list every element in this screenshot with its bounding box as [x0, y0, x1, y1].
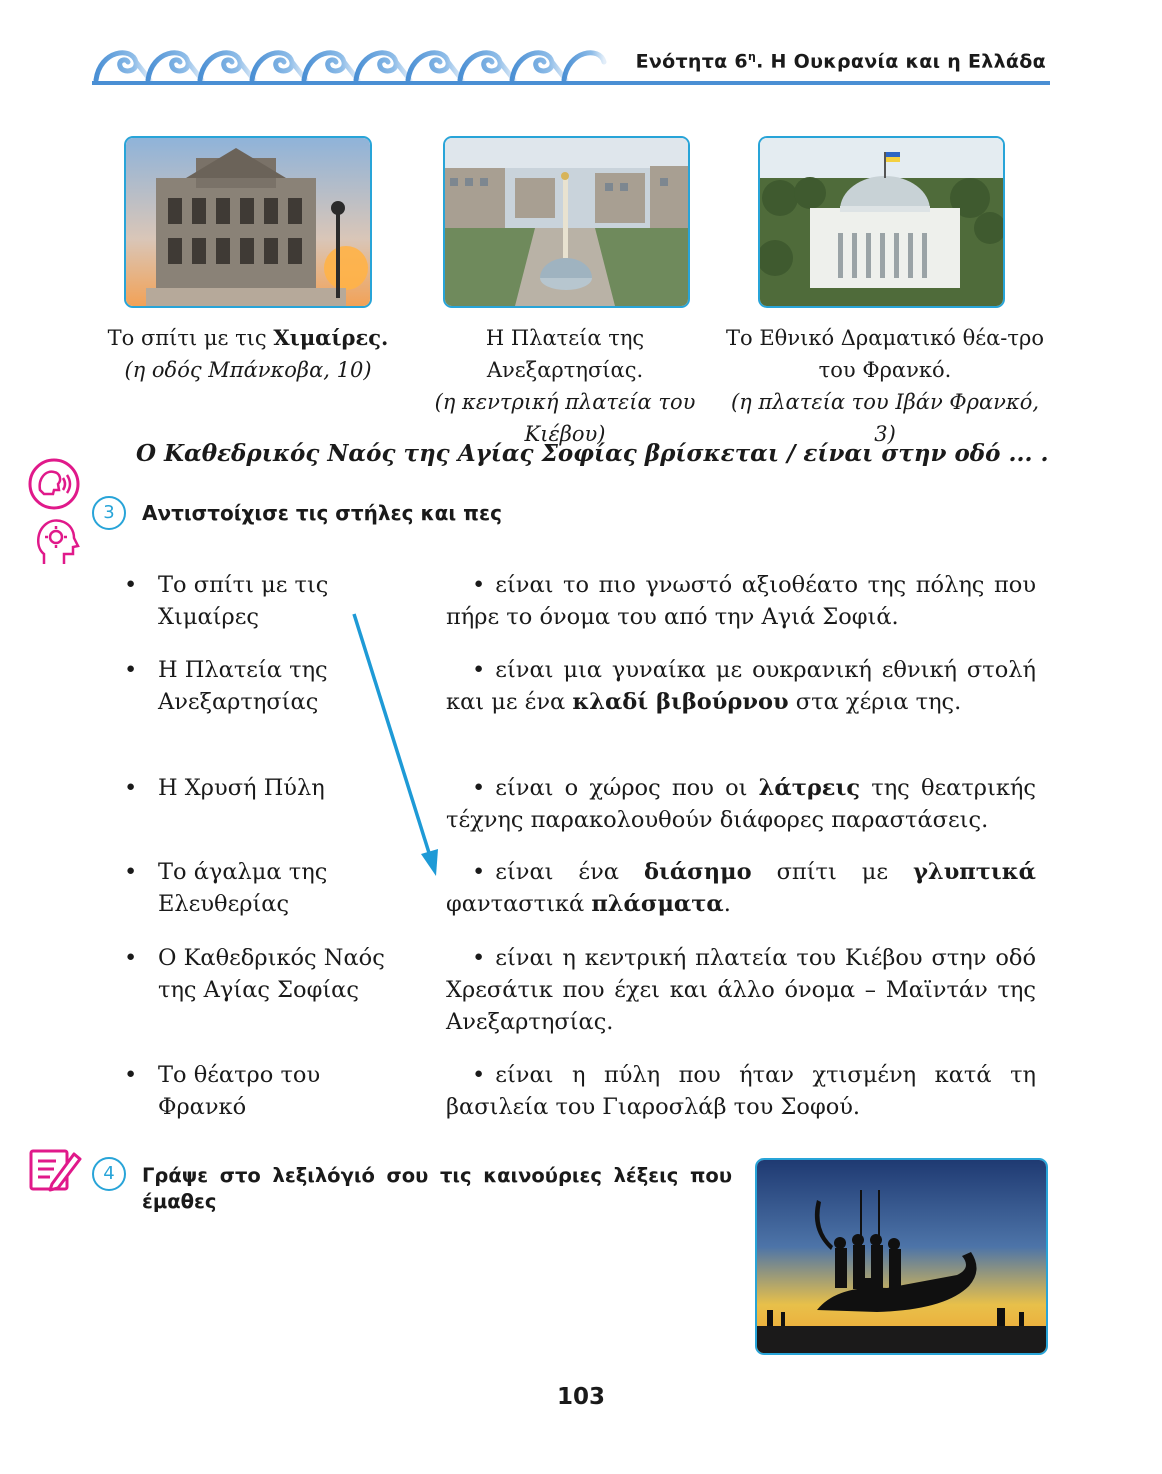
right-column-item: • είναι το πιο γνωστό αξιοθέατο της πόλης που πήρε το όνομα του από την Αγιά Σοφιά. [446, 572, 1036, 630]
left-column-item: • Ο Καθεδρικός Ναός της Αγίας Σοφίας [124, 945, 385, 1003]
task-number-4: 4 [92, 1157, 126, 1191]
speaking-prompt: Ο Καθεδρικός Ναός της Αγίας Σοφίας βρίσκεται / είναι στην οδό ... . [136, 440, 1049, 467]
photo-independence-square [443, 136, 690, 308]
header-rule [92, 81, 1050, 85]
left-column-item: • Το άγαλμα της Ελευθερίας [124, 859, 328, 917]
right-column-item: • είναι η πύλη που ήταν χτισμένη κατά τη βασιλεία του Γιαροσλάβ του Σοφού. [446, 1062, 1036, 1120]
section-title: Ενότητα $6^\eta$. Η Ουκρανία και η Ελλάδα [635, 50, 1046, 73]
right-column-item: • είναι η κεντρική πλατεία του Κιέβου στην οδό Χρεσάτικ που έχει και άλλο όνομα – Μαϊντάν της Ανεξαρτησίας. [446, 945, 1036, 1035]
page-number: 103 [556, 1384, 605, 1410]
task3-title: Αντιστοίχισε τις στήλες και πες [142, 501, 502, 525]
speak-icon [26, 456, 82, 512]
header-wave-ornament [92, 40, 612, 84]
task-number-3: 3 [92, 496, 126, 530]
left-column-item: • Το σπίτι με τις Χιμαίρες [124, 572, 329, 630]
notebook-pencil-icon [28, 1146, 82, 1194]
photo-caption: Το σπίτι με τις Χιμαίρες. (η οδός Μπάνκοβα, 10) [107, 325, 389, 382]
right-column-item: • είναι ένα διάσημο σπίτι με γλυπτικά φανταστικά πλάσματα. [446, 859, 1036, 917]
left-column-item: • Το θέατρο του Φρανκό [124, 1062, 321, 1120]
photo-caption: Το Εθνικό Δραματικό θέα-τρο του Φρανκό. (η πλατεία του Ιβάν Φρανκό, 3) [726, 326, 1044, 446]
photo-franko-theatre [758, 136, 1005, 308]
left-column-item: • Η Χρυσή Πύλη [124, 775, 325, 801]
photo-house-with-chimaeras [124, 136, 372, 308]
right-column-item: • είναι ο χώρος που οι λάτρεις της θεατρικής τέχνης παρακολουθούν διάφορες παραστάσεις. [446, 775, 1036, 833]
task4-title: Γράψε στο λεξιλόγιό σου τις καινούριες λέξεις που έμαθες [142, 1164, 732, 1213]
left-column-item: • Η Πλατεία της Ανεξαρτησίας [124, 657, 328, 715]
head-gear-icon [30, 514, 82, 570]
photo-founders-monument [755, 1158, 1048, 1355]
photo-caption: Η Πλατεία της Ανεξαρτησίας. (η κεντρική πλατεία του Κιέβου) [434, 326, 696, 446]
right-column-item: • είναι μια γυναίκα με ουκρανική εθνική στολή και με ένα κλαδί βιβούρνου στα χέρια της. [446, 657, 1036, 715]
